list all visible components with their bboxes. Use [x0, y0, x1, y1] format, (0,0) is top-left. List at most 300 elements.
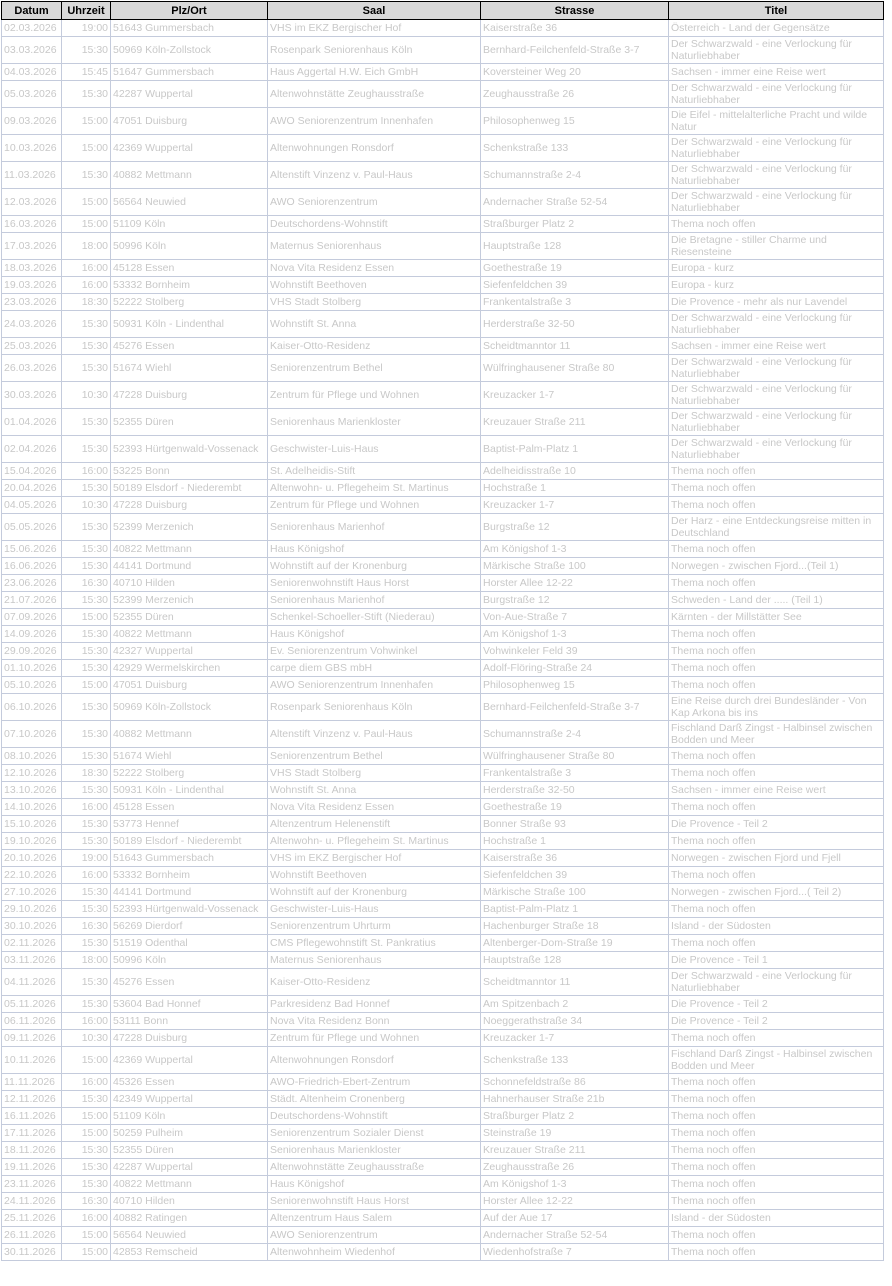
street-cell: Noeggerathstraße 34: [481, 1013, 669, 1030]
table-row: [2, 660, 884, 677]
table-row: [2, 1030, 884, 1047]
title-cell: Der Schwarzwald - eine Verlockung für Naturliebhaber: [669, 355, 884, 382]
street-cell: Hochstraße 1: [481, 833, 669, 850]
date-cell: 19.11.2026: [2, 1159, 62, 1176]
title-cell: Thema noch offen: [669, 867, 884, 884]
date-cell: 23.06.2026: [2, 575, 62, 592]
street-cell: Steinstraße 19: [481, 1125, 669, 1142]
place-cell: 40710 Hilden: [111, 1193, 268, 1210]
street-cell: Straßburger Platz 2: [481, 1108, 669, 1125]
hall-cell: Altenstift Vinzenz v. Paul-Haus: [268, 162, 481, 189]
place-cell: 51109 Köln: [111, 1108, 268, 1125]
title-cell: Thema noch offen: [669, 643, 884, 660]
title-cell: Thema noch offen: [669, 1142, 884, 1159]
hall-cell: Altenwohnheim Wiedenhof: [268, 1244, 481, 1261]
title-cell: Sachsen - immer eine Reise wert: [669, 782, 884, 799]
place-cell: 42287 Wuppertal: [111, 1159, 268, 1176]
street-cell: Schumannstraße 2-4: [481, 162, 669, 189]
street-cell: Bonner Straße 93: [481, 816, 669, 833]
place-cell: 40822 Mettmann: [111, 541, 268, 558]
street-cell: Goethestraße 19: [481, 799, 669, 816]
table-row: [2, 189, 884, 216]
place-cell: 40882 Mettmann: [111, 721, 268, 748]
table-row: [2, 294, 884, 311]
hall-cell: Haus Königshof: [268, 626, 481, 643]
place-cell: 56269 Dierdorf: [111, 918, 268, 935]
date-cell: 26.11.2026: [2, 1227, 62, 1244]
hall-cell: Seniorenwohnstift Haus Horst: [268, 1193, 481, 1210]
table-row: [2, 338, 884, 355]
title-cell: Die Provence - Teil 2: [669, 1013, 884, 1030]
date-cell: 21.07.2026: [2, 592, 62, 609]
street-cell: Am Königshof 1-3: [481, 626, 669, 643]
title-cell: Schweden - Land der ..... (Teil 1): [669, 592, 884, 609]
place-cell: 45276 Essen: [111, 969, 268, 996]
date-cell: 13.10.2026: [2, 782, 62, 799]
title-cell: Kärnten - der Millstätter See: [669, 609, 884, 626]
schedule-table: [1, 1, 884, 1261]
time-cell: 15:30: [62, 1142, 111, 1159]
date-cell: 23.11.2026: [2, 1176, 62, 1193]
hall-cell: Rosenpark Seniorenhaus Köln: [268, 37, 481, 64]
street-cell: Wülfringhausener Straße 80: [481, 748, 669, 765]
table-row: [2, 382, 884, 409]
time-cell: 15:30: [62, 311, 111, 338]
table-row: [2, 816, 884, 833]
street-cell: Am Königshof 1-3: [481, 541, 669, 558]
street-cell: Am Spitzenbach 2: [481, 996, 669, 1013]
header-titel: Titel: [669, 2, 884, 20]
date-cell: 10.11.2026: [2, 1047, 62, 1074]
title-cell: Der Schwarzwald - eine Verlockung für Naturliebhaber: [669, 311, 884, 338]
hall-cell: Altenstift Vinzenz v. Paul-Haus: [268, 721, 481, 748]
date-cell: 19.03.2026: [2, 277, 62, 294]
time-cell: 16:00: [62, 799, 111, 816]
time-cell: 15:00: [62, 1125, 111, 1142]
header-uhrzeit: Uhrzeit: [62, 2, 111, 20]
table-row: [2, 1108, 884, 1125]
title-cell: Der Schwarzwald - eine Verlockung für Naturliebhaber: [669, 162, 884, 189]
place-cell: 50996 Köln: [111, 952, 268, 969]
table-row: [2, 969, 884, 996]
street-cell: Kreuzacker 1-7: [481, 497, 669, 514]
date-cell: 12.10.2026: [2, 765, 62, 782]
place-cell: 51647 Gummersbach: [111, 64, 268, 81]
street-cell: Horster Allee 12-22: [481, 1193, 669, 1210]
place-cell: 53225 Bonn: [111, 463, 268, 480]
hall-cell: Deutschordens-Wohnstift: [268, 216, 481, 233]
title-cell: Thema noch offen: [669, 1176, 884, 1193]
place-cell: 50969 Köln-Zollstock: [111, 37, 268, 64]
time-cell: 19:00: [62, 850, 111, 867]
time-cell: 16:00: [62, 463, 111, 480]
street-cell: Burgstraße 12: [481, 592, 669, 609]
time-cell: 15:30: [62, 514, 111, 541]
title-cell: Thema noch offen: [669, 748, 884, 765]
table-row: [2, 1013, 884, 1030]
table-row: [2, 721, 884, 748]
street-cell: Herderstraße 32-50: [481, 782, 669, 799]
time-cell: 16:00: [62, 260, 111, 277]
title-cell: Die Provence - Teil 2: [669, 816, 884, 833]
date-cell: 20.10.2026: [2, 850, 62, 867]
place-cell: 53332 Bornheim: [111, 277, 268, 294]
street-cell: Koversteiner Weg 20: [481, 64, 669, 81]
hall-cell: Zentrum für Pflege und Wohnen: [268, 1030, 481, 1047]
hall-cell: Geschwister-Luis-Haus: [268, 901, 481, 918]
table-row: [2, 677, 884, 694]
street-cell: Von-Aue-Straße 7: [481, 609, 669, 626]
title-cell: Der Schwarzwald - eine Verlockung für Naturliebhaber: [669, 189, 884, 216]
title-cell: Thema noch offen: [669, 626, 884, 643]
place-cell: 47228 Duisburg: [111, 382, 268, 409]
place-cell: 56564 Neuwied: [111, 1227, 268, 1244]
time-cell: 15:30: [62, 1176, 111, 1193]
street-cell: Hochstraße 1: [481, 480, 669, 497]
date-cell: 26.03.2026: [2, 355, 62, 382]
date-cell: 02.03.2026: [2, 20, 62, 37]
hall-cell: St. Adelheidis-Stift: [268, 463, 481, 480]
table-row: [2, 108, 884, 135]
street-cell: Altenberger-Dom-Straße 19: [481, 935, 669, 952]
hall-cell: Nova Vita Residenz Essen: [268, 799, 481, 816]
date-cell: 11.11.2026: [2, 1074, 62, 1091]
time-cell: 15:30: [62, 1091, 111, 1108]
table-row: [2, 1159, 884, 1176]
date-cell: 05.10.2026: [2, 677, 62, 694]
title-cell: Der Schwarzwald - eine Verlockung für Naturliebhaber: [669, 135, 884, 162]
place-cell: 52399 Merzenich: [111, 592, 268, 609]
table-row: [2, 1193, 884, 1210]
date-cell: 05.05.2026: [2, 514, 62, 541]
table-row: [2, 626, 884, 643]
title-cell: Fischland Darß Zingst - Halbinsel zwischen Bodden und Meer: [669, 1047, 884, 1074]
title-cell: Thema noch offen: [669, 1091, 884, 1108]
date-cell: 11.03.2026: [2, 162, 62, 189]
place-cell: 47228 Duisburg: [111, 1030, 268, 1047]
place-cell: 47228 Duisburg: [111, 497, 268, 514]
hall-cell: VHS Stadt Stolberg: [268, 294, 481, 311]
date-cell: 14.10.2026: [2, 799, 62, 816]
hall-cell: Altenwohnstätte Zeughausstraße: [268, 81, 481, 108]
time-cell: 15:30: [62, 901, 111, 918]
date-cell: 16.11.2026: [2, 1108, 62, 1125]
time-cell: 15:30: [62, 541, 111, 558]
hall-cell: AWO Seniorenzentrum Innenhafen: [268, 108, 481, 135]
time-cell: 15:00: [62, 677, 111, 694]
time-cell: 15:00: [62, 216, 111, 233]
date-cell: 20.04.2026: [2, 480, 62, 497]
place-cell: 42369 Wuppertal: [111, 1047, 268, 1074]
date-cell: 12.03.2026: [2, 189, 62, 216]
place-cell: 42929 Wermelskirchen: [111, 660, 268, 677]
place-cell: 51643 Gummersbach: [111, 850, 268, 867]
table-row: [2, 1176, 884, 1193]
header-strasse: Strasse: [481, 2, 669, 20]
street-cell: Kreuzacker 1-7: [481, 382, 669, 409]
street-cell: Burgstraße 12: [481, 514, 669, 541]
place-cell: 52355 Düren: [111, 609, 268, 626]
table-row: [2, 436, 884, 463]
title-cell: Norwegen - zwischen Fjord und Fjell: [669, 850, 884, 867]
hall-cell: VHS im EKZ Bergischer Hof: [268, 850, 481, 867]
time-cell: 16:30: [62, 575, 111, 592]
time-cell: 15:00: [62, 1108, 111, 1125]
table-row: [2, 480, 884, 497]
time-cell: 10:30: [62, 382, 111, 409]
hall-cell: Ev. Seniorenzentrum Vohwinkel: [268, 643, 481, 660]
title-cell: Thema noch offen: [669, 1159, 884, 1176]
place-cell: 53773 Hennef: [111, 816, 268, 833]
date-cell: 10.03.2026: [2, 135, 62, 162]
place-cell: 45326 Essen: [111, 1074, 268, 1091]
time-cell: 15:00: [62, 1227, 111, 1244]
title-cell: Norwegen - zwischen Fjord...(Teil 1): [669, 558, 884, 575]
title-cell: Thema noch offen: [669, 1108, 884, 1125]
hall-cell: AWO-Friedrich-Ebert-Zentrum: [268, 1074, 481, 1091]
place-cell: 42327 Wuppertal: [111, 643, 268, 660]
date-cell: 06.10.2026: [2, 694, 62, 721]
hall-cell: Wohnstift auf der Kronenburg: [268, 558, 481, 575]
table-row: [2, 643, 884, 660]
date-cell: 18.03.2026: [2, 260, 62, 277]
street-cell: Philosophenweg 15: [481, 677, 669, 694]
street-cell: Märkische Straße 100: [481, 884, 669, 901]
time-cell: 15:30: [62, 816, 111, 833]
hall-cell: Seniorenzentrum Uhrturm: [268, 918, 481, 935]
date-cell: 09.03.2026: [2, 108, 62, 135]
place-cell: 45128 Essen: [111, 799, 268, 816]
time-cell: 15:30: [62, 480, 111, 497]
street-cell: Kreuzauer Straße 211: [481, 409, 669, 436]
time-cell: 15:30: [62, 748, 111, 765]
time-cell: 15:30: [62, 969, 111, 996]
date-cell: 24.03.2026: [2, 311, 62, 338]
title-cell: Thema noch offen: [669, 1125, 884, 1142]
time-cell: 15:30: [62, 996, 111, 1013]
date-cell: 05.11.2026: [2, 996, 62, 1013]
time-cell: 16:00: [62, 1013, 111, 1030]
table-row: [2, 694, 884, 721]
date-cell: 05.03.2026: [2, 81, 62, 108]
place-cell: 50996 Köln: [111, 233, 268, 260]
street-cell: Frankentalstraße 3: [481, 765, 669, 782]
place-cell: 52393 Hürtgenwald-Vossenack: [111, 436, 268, 463]
hall-cell: Altenwohn- u. Pflegeheim St. Martinus: [268, 833, 481, 850]
time-cell: 15:30: [62, 409, 111, 436]
place-cell: 52355 Düren: [111, 409, 268, 436]
hall-cell: Seniorenzentrum Bethel: [268, 748, 481, 765]
table-row: [2, 575, 884, 592]
header-saal: Saal: [268, 2, 481, 20]
table-row: [2, 799, 884, 816]
date-cell: 27.10.2026: [2, 884, 62, 901]
time-cell: 16:00: [62, 1074, 111, 1091]
header-datum: Datum: [2, 2, 62, 20]
street-cell: Schenkstraße 133: [481, 1047, 669, 1074]
street-cell: Am Königshof 1-3: [481, 1176, 669, 1193]
date-cell: 16.06.2026: [2, 558, 62, 575]
hall-cell: Altenwohnungen Ronsdorf: [268, 1047, 481, 1074]
date-cell: 24.11.2026: [2, 1193, 62, 1210]
time-cell: 15:30: [62, 721, 111, 748]
title-cell: Thema noch offen: [669, 497, 884, 514]
hall-cell: Altenwohnstätte Zeughausstraße: [268, 1159, 481, 1176]
hall-cell: Altenwohn- u. Pflegeheim St. Martinus: [268, 480, 481, 497]
table-row: [2, 409, 884, 436]
table-row: [2, 311, 884, 338]
table-row: [2, 1091, 884, 1108]
time-cell: 15:00: [62, 1244, 111, 1261]
street-cell: Siefenfeldchen 39: [481, 277, 669, 294]
hall-cell: Parkresidenz Bad Honnef: [268, 996, 481, 1013]
place-cell: 53111 Bonn: [111, 1013, 268, 1030]
time-cell: 16:00: [62, 1210, 111, 1227]
title-cell: Thema noch offen: [669, 765, 884, 782]
date-cell: 29.10.2026: [2, 901, 62, 918]
title-cell: Die Provence - Teil 1: [669, 952, 884, 969]
time-cell: 15:45: [62, 64, 111, 81]
table-row: [2, 748, 884, 765]
street-cell: Goethestraße 19: [481, 260, 669, 277]
street-cell: Andernacher Straße 52-54: [481, 1227, 669, 1244]
date-cell: 04.11.2026: [2, 969, 62, 996]
hall-cell: Deutschordens-Wohnstift: [268, 1108, 481, 1125]
place-cell: 42853 Remscheid: [111, 1244, 268, 1261]
place-cell: 51643 Gummersbach: [111, 20, 268, 37]
title-cell: Thema noch offen: [669, 463, 884, 480]
street-cell: Hahnerhauser Straße 21b: [481, 1091, 669, 1108]
title-cell: Der Schwarzwald - eine Verlockung für Naturliebhaber: [669, 969, 884, 996]
date-cell: 17.11.2026: [2, 1125, 62, 1142]
street-cell: Kaiserstraße 36: [481, 20, 669, 37]
street-cell: Horster Allee 12-22: [481, 575, 669, 592]
place-cell: 52222 Stolberg: [111, 294, 268, 311]
place-cell: 51109 Köln: [111, 216, 268, 233]
street-cell: Schumannstraße 2-4: [481, 721, 669, 748]
title-cell: Die Bretagne - stiller Charme und Riesensteine: [669, 233, 884, 260]
date-cell: 22.10.2026: [2, 867, 62, 884]
hall-cell: Haus Königshof: [268, 541, 481, 558]
date-cell: 07.09.2026: [2, 609, 62, 626]
hall-cell: VHS Stadt Stolberg: [268, 765, 481, 782]
time-cell: 18:30: [62, 294, 111, 311]
date-cell: 15.10.2026: [2, 816, 62, 833]
title-cell: Österreich - Land der Gegensätze: [669, 20, 884, 37]
place-cell: 52222 Stolberg: [111, 765, 268, 782]
hall-cell: Altenwohnungen Ronsdorf: [268, 135, 481, 162]
table-row: [2, 37, 884, 64]
hall-cell: Städt. Altenheim Cronenberg: [268, 1091, 481, 1108]
title-cell: Sachsen - immer eine Reise wert: [669, 338, 884, 355]
title-cell: Die Provence - Teil 2: [669, 996, 884, 1013]
place-cell: 52399 Merzenich: [111, 514, 268, 541]
time-cell: 16:30: [62, 1193, 111, 1210]
hall-cell: Seniorenhaus Marienkloster: [268, 409, 481, 436]
table-row: [2, 592, 884, 609]
hall-cell: Seniorenhaus Marienhof: [268, 592, 481, 609]
hall-cell: Schenkel-Schoeller-Stift (Niederau): [268, 609, 481, 626]
date-cell: 19.10.2026: [2, 833, 62, 850]
title-cell: Thema noch offen: [669, 575, 884, 592]
date-cell: 25.03.2026: [2, 338, 62, 355]
street-cell: Wiedenhofstraße 7: [481, 1244, 669, 1261]
place-cell: 51519 Odenthal: [111, 935, 268, 952]
place-cell: 50259 Pulheim: [111, 1125, 268, 1142]
street-cell: Frankentalstraße 3: [481, 294, 669, 311]
place-cell: 50931 Köln - Lindenthal: [111, 782, 268, 799]
table-row: [2, 996, 884, 1013]
table-row: [2, 81, 884, 108]
title-cell: Der Schwarzwald - eine Verlockung für Naturliebhaber: [669, 37, 884, 64]
time-cell: 16:00: [62, 277, 111, 294]
date-cell: 08.10.2026: [2, 748, 62, 765]
table-row: [2, 162, 884, 189]
table-row: [2, 514, 884, 541]
table-row: [2, 833, 884, 850]
title-cell: Thema noch offen: [669, 1193, 884, 1210]
date-cell: 30.03.2026: [2, 382, 62, 409]
date-cell: 15.04.2026: [2, 463, 62, 480]
date-cell: 30.11.2026: [2, 1244, 62, 1261]
hall-cell: Nova Vita Residenz Bonn: [268, 1013, 481, 1030]
hall-cell: Seniorenhaus Marienkloster: [268, 1142, 481, 1159]
date-cell: 07.10.2026: [2, 721, 62, 748]
time-cell: 15:30: [62, 660, 111, 677]
hall-cell: Wohnstift auf der Kronenburg: [268, 884, 481, 901]
street-cell: Herderstraße 32-50: [481, 311, 669, 338]
hall-cell: Seniorenzentrum Bethel: [268, 355, 481, 382]
time-cell: 15:30: [62, 833, 111, 850]
street-cell: Andernacher Straße 52-54: [481, 189, 669, 216]
street-cell: Schonnefeldstraße 86: [481, 1074, 669, 1091]
title-cell: Die Provence - mehr als nur Lavendel: [669, 294, 884, 311]
table-row: [2, 1047, 884, 1074]
date-cell: 09.11.2026: [2, 1030, 62, 1047]
hall-cell: Wohnstift St. Anna: [268, 311, 481, 338]
table-row: [2, 216, 884, 233]
time-cell: 15:30: [62, 782, 111, 799]
title-cell: Thema noch offen: [669, 1074, 884, 1091]
hall-cell: VHS im EKZ Bergischer Hof: [268, 20, 481, 37]
place-cell: 52393 Hürtgenwald-Vossenack: [111, 901, 268, 918]
hall-cell: Maternus Seniorenhaus: [268, 952, 481, 969]
table-row: [2, 233, 884, 260]
table-row: [2, 1142, 884, 1159]
place-cell: 40822 Mettmann: [111, 626, 268, 643]
title-cell: Thema noch offen: [669, 677, 884, 694]
table-row: [2, 1227, 884, 1244]
time-cell: 15:30: [62, 81, 111, 108]
date-cell: 04.03.2026: [2, 64, 62, 81]
table-row: [2, 64, 884, 81]
table-row: [2, 463, 884, 480]
street-cell: Bernhard-Feilchenfeld-Straße 3-7: [481, 37, 669, 64]
date-cell: 02.11.2026: [2, 935, 62, 952]
schedule-body: [2, 20, 884, 1261]
street-cell: Scheidtmanntor 11: [481, 969, 669, 996]
hall-cell: Haus Königshof: [268, 1176, 481, 1193]
date-cell: 29.09.2026: [2, 643, 62, 660]
title-cell: Der Schwarzwald - eine Verlockung für Naturliebhaber: [669, 382, 884, 409]
street-cell: Zeughausstraße 26: [481, 81, 669, 108]
table-row: [2, 1244, 884, 1261]
table-row: [2, 497, 884, 514]
title-cell: Sachsen - immer eine Reise wert: [669, 64, 884, 81]
table-row: [2, 1125, 884, 1142]
table-row: [2, 541, 884, 558]
title-cell: Thema noch offen: [669, 660, 884, 677]
